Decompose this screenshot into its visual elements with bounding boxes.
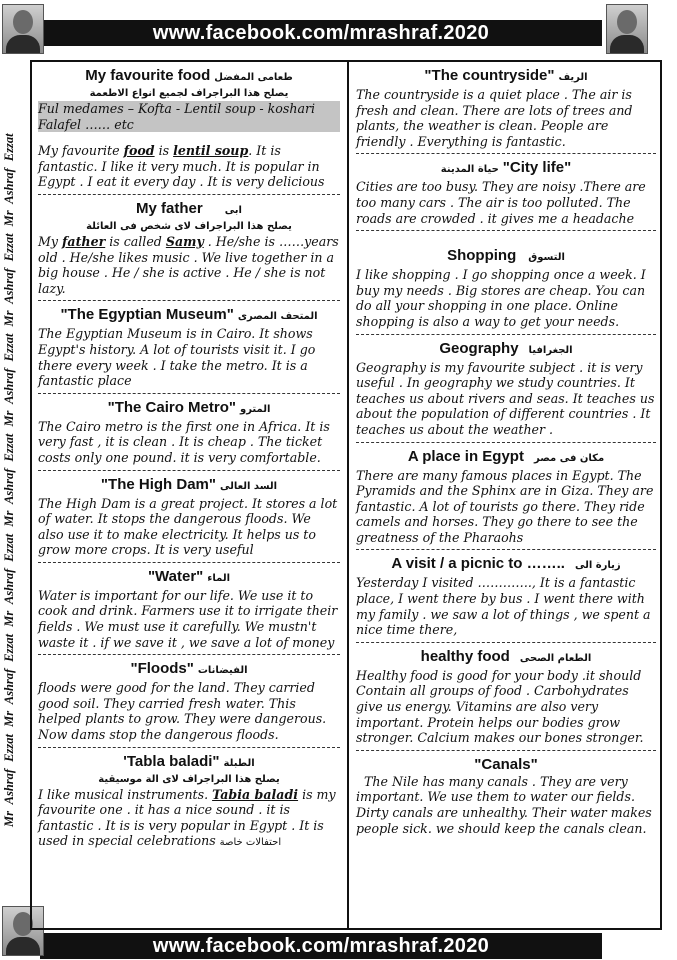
section-title: حياة المدينة "City life" xyxy=(440,159,572,177)
right-column xyxy=(356,66,656,844)
section-geography xyxy=(356,339,656,443)
section-title: healthy food الطعام الصحى xyxy=(420,647,592,665)
section-body: The Nile has many canals . They are very important. We use them to water our fields. Dirty canals are unhealthy. Their water makes people sick. we should keep the canals clean. xyxy=(356,773,652,836)
section-cairo-metro xyxy=(38,398,340,471)
section-body: The Cairo metro is the first one in Africa. It is very fast , it is clean . It is cheap . The ticket costs only one pound. it is very comfortable. xyxy=(38,418,330,465)
section-title: My father ابى xyxy=(136,199,242,217)
section-note: يصلح هذا البراجراف لجميع انواع الاطعمة xyxy=(89,88,289,99)
section-egyptian-museum xyxy=(38,305,340,393)
left-column xyxy=(38,66,340,859)
section-high-dam xyxy=(38,475,340,563)
section-body: There are many famous places in Egypt. The Pyramids and the Sphinx are in Giza. They are fantastic. A lot of tourists go there. They ride camels and horses. They go there to see the greatness of the Pharaohs xyxy=(356,467,654,545)
section-title: "Canals" xyxy=(474,755,538,773)
section-title: A visit / a picnic to …….. زيارة الى xyxy=(391,555,621,573)
section-body: Cities are too busy. They are noisy .There are too many cars . The air is too polluted. The roads are crowded . it gives me a headache xyxy=(356,179,646,226)
section-shopping xyxy=(356,235,656,334)
section-countryside xyxy=(356,66,656,154)
section-visit-picnic xyxy=(356,554,656,642)
section-floods xyxy=(38,659,340,747)
section-healthy-food xyxy=(356,647,656,751)
section-water xyxy=(38,567,340,655)
section-body: The countryside is a quiet place . The air is fresh and clean. There are lots of trees and plants, the weather is clean. People are friendly . Everything is fantastic. xyxy=(356,87,633,149)
top-banner: www.facebook.com/mrashraf.2020 xyxy=(40,20,602,46)
section-body: The Egyptian Museum is in Cairo. It shows Egypt's history. A lot of tourists visit it. I go there every week . I take the metro. It is a fantastic place xyxy=(38,326,316,389)
section-title: Shopping التسوق xyxy=(447,247,565,265)
bottom-banner: www.facebook.com/mrashraf.2020 xyxy=(40,933,602,959)
section-title: "The Egyptian Museum" المتحف المصرى xyxy=(60,306,318,324)
section-body: I like shopping . I go shopping once a week. I buy my needs . Big stores are cheap. You can do all your shopping in one place. Online shopping is also a way to get your needs. xyxy=(356,267,646,329)
avatar-top-right xyxy=(606,4,648,54)
section-title: My favourite food طعامى المفضل xyxy=(85,67,293,84)
section-body: Geography is my favourite subject . it is very useful . In geography we study countries. It teaches us about rivers and seas. It teaches us about the population of different countries . It teaches us about the weather . xyxy=(356,359,655,437)
food-list: Ful medames – Kofta - Lentil soup - koshari Falafel …… etc xyxy=(38,101,340,132)
section-body: floods were good for the land. They carried good soil. They carried fresh water. This helped plants to grow. They were dangerous. Now dams stop the dangerous floods. xyxy=(38,680,327,743)
column-divider xyxy=(347,60,349,930)
section-my-father xyxy=(38,199,340,301)
section-note: يصلح هذا البراجراف لاى الة موسيقية xyxy=(98,773,280,785)
section-tabla-baladi xyxy=(38,752,340,855)
section-title: "Water" الماء xyxy=(147,567,231,585)
section-canals xyxy=(356,755,656,840)
section-title: 'Tabla baladi" الطبلة xyxy=(123,752,255,770)
section-place-in-egypt xyxy=(356,447,656,551)
avatar-top-left xyxy=(2,4,44,54)
side-author-watermark: Mr Ashraf Ezzat Mr Ashraf Ezzat Mr Ashraf Ezzat Mr Ashraf Ezzat Mr Ashraf Ezzat Mr Ashraf Ezzat Mr Ashraf Ezzat xyxy=(2,133,16,827)
section-body: My father is called Samy . He/she is ……years old . He/she likes music . We live together in a big house . He / she is active . He / she is not lazy. xyxy=(38,233,339,296)
section-title: "The High Dam" السد العالى xyxy=(100,475,278,493)
section-body: Water is important for our life. We use it to cook and drink. Farmers use it to irrigate their fields . We must use it carefully. We mustn't waste it . if we save it , we save a lot of money xyxy=(38,587,338,650)
section-my-favourite-food xyxy=(38,66,340,195)
section-body: Healthy food is good for your body .it should Contain all groups of food . Carbohydrates give us energy. Vitamins are also very important. Protein helps our bodies grow stronger. Calcium makes our bones stronger. xyxy=(356,667,644,746)
section-body: I like musical instruments. Tabia baladi is my favourite one . it has a nice sound . it is fantastic . It is is very popular in Egypt . It is used in special celebrations احتفالات خاصة xyxy=(38,786,336,849)
section-title: "The Cairo Metro" المترو xyxy=(107,398,271,416)
section-note: يصلح هذا البراجراف لاى شخص فى العائلة xyxy=(86,220,292,232)
section-title: "The countryside" الريف xyxy=(424,67,588,84)
section-body: Yesterday I visited …………., It is a fantastic place, I went there by bus . I went there with my family . we saw a lot of things , we spent a nice time there, xyxy=(356,575,651,638)
section-city-life xyxy=(356,158,656,231)
section-title: Geography الجغرافيا xyxy=(439,339,573,357)
section-title: A place in Egypt مكان فى مصر xyxy=(407,447,605,465)
section-body: The High Dam is a great project. It stores a lot of water. It stops the dangerous floods. We also use it to make electricity. It helps us to grow more crops. It is very useful xyxy=(38,495,338,558)
section-body: My favourite food is lentil soup. It is fantastic. I like it very much. It is popular in Egypt . I eat it every day . It is very delicious xyxy=(38,143,325,190)
section-title: "Floods" الفيضانات xyxy=(130,660,248,678)
